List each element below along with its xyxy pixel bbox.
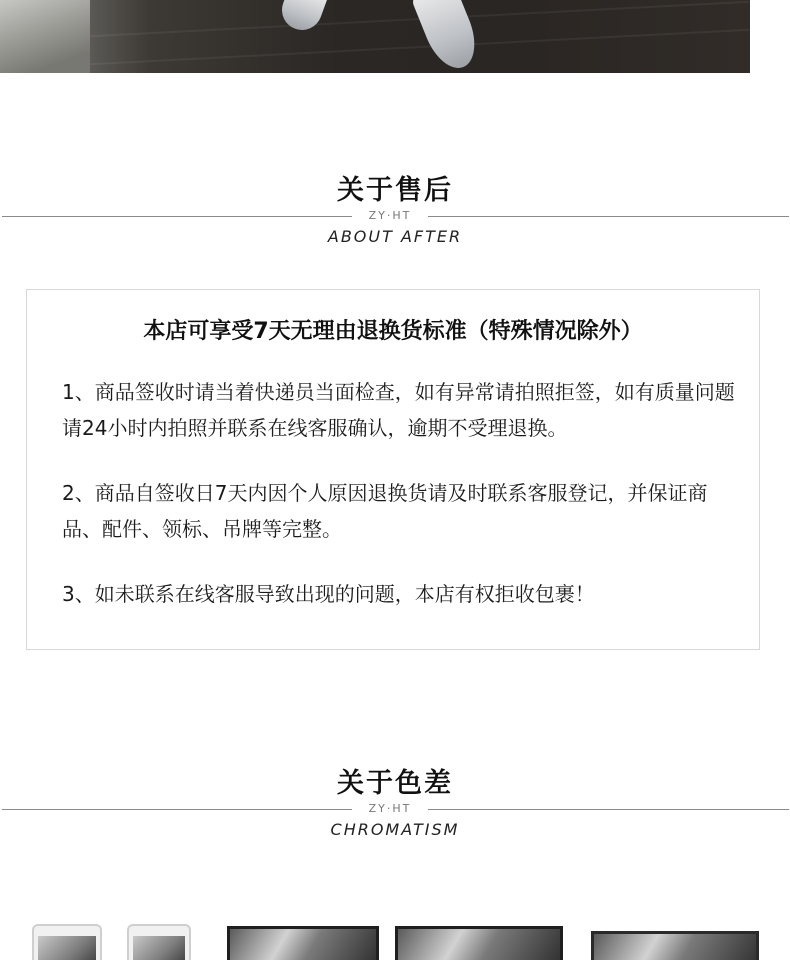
brand-tag: ZY·HT — [368, 802, 412, 815]
chromatism-subtitle-en: CHROMATISM — [330, 820, 460, 839]
chromatism-divider — [0, 802, 790, 816]
phone-device — [32, 924, 102, 960]
after-sales-title: 关于售后 — [337, 175, 453, 206]
divider-line-left — [2, 216, 352, 217]
divider-line-left — [2, 809, 352, 810]
policy-rule-2: 2、商品自签收日7天内因个人原因退换货请及时联系客服登记，并保证商品、配件、领标、吊牌等完整。 — [62, 481, 708, 541]
after-sales-subtitle-en: ABOUT AFTER — [327, 227, 463, 246]
chromatism-title: 关于色差 — [337, 768, 453, 799]
divider-line-right — [428, 809, 789, 810]
phone-device — [127, 924, 191, 960]
monitor-device — [227, 926, 379, 960]
monitor-device — [591, 931, 759, 960]
brand-tag: ZY·HT — [368, 209, 412, 222]
policy-rule-1: 1、商品签收时请当着快递员当面检查，如有异常请拍照拒签，如有质量问题请24小时内拍照并联系在线客服确认，逾期不受理退换。 — [62, 380, 735, 440]
monitor-device — [395, 926, 563, 960]
floor-board-line — [90, 29, 749, 66]
fabric-texture — [0, 0, 90, 73]
policy-title: 本店可享受7天无理由退换货标准（特殊情况除外） — [143, 319, 643, 344]
policy-rule-3: 3、如未联系在线客服导致出现的问题，本店有权拒收包裹！ — [62, 582, 595, 606]
after-sales-divider — [0, 209, 790, 223]
shoe-heel — [276, 0, 327, 36]
divider-line-right — [428, 216, 789, 217]
after-sales-policy-box — [26, 289, 760, 650]
shoe-toe — [411, 0, 484, 73]
product-photo — [0, 0, 750, 73]
device-comparison-image — [0, 900, 790, 960]
